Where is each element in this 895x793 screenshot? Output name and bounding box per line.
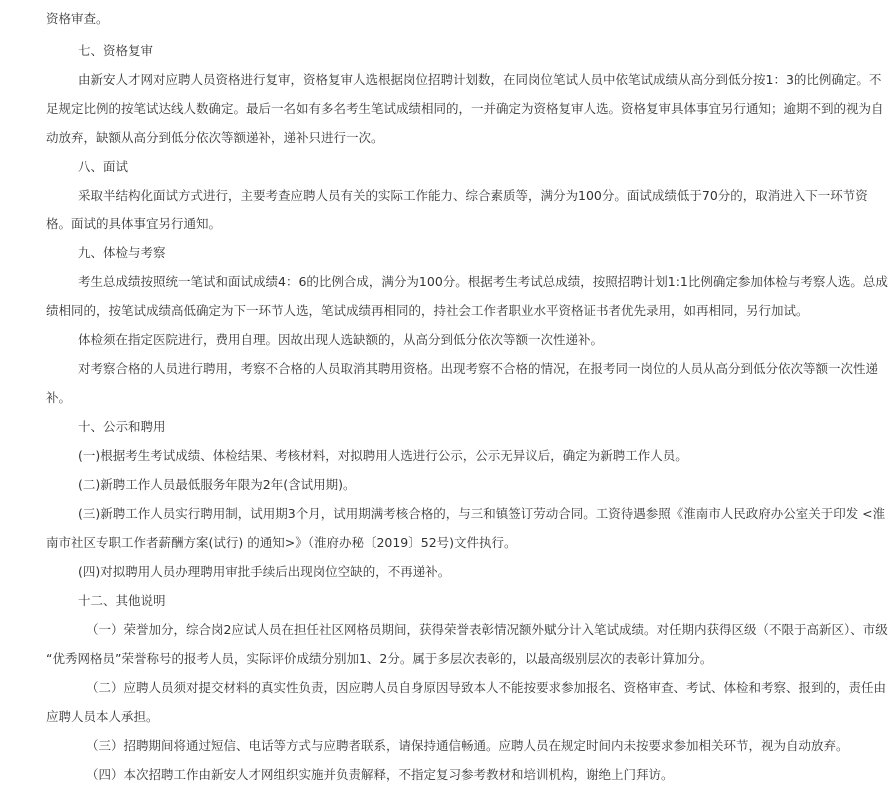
- text-line: （二）应聘人员须对提交材料的真实性负责，因应聘人员自身原因导致本人不能按要求参加报名、资格审查、考试、体检和考察、报到的，责任由: [86, 680, 887, 695]
- text-line: 采取半结构化面试方式进行，主要考查应聘人员有关的实际工作能力、综合素质等，满分为100分。面试成绩低于70分的，取消进入下一环节资: [78, 188, 868, 203]
- text-line: (二)新聘工作人员最低服务年限为2年(含试用期)。: [78, 477, 356, 492]
- text-line: （一）荣誉加分，综合岗2应试人员在担任社区网格员期间，获得荣誉表彰情况额外赋分计入笔试成绩。对任期内获得区级（不限于高新区）、市级: [86, 622, 888, 637]
- text-line: 资格审查。: [46, 11, 109, 26]
- text-line: 体检须在指定医院进行，费用自理。因故出现人选缺额的，从高分到低分依次等额一次性递补。: [78, 332, 604, 347]
- text-line: 绩相同的，按笔试成绩高低确定为下一环节人选，笔试成绩再相同的，持社会工作者职业水平资格证书者优先录用，如再相同，另行加试。: [46, 303, 809, 318]
- section-heading: 八、面试: [78, 159, 129, 174]
- text-line: 对考察合格的人员进行聘用，考察不合格的人员取消其聘用资格。出现考察不合格的情况，在报考同一岗位的人员从高分到低分依次等额一次性递: [78, 361, 879, 376]
- text-line: 应聘人员本人承担。: [46, 709, 159, 724]
- text-line: 足规定比例的按笔试达线人数确定。最后一名如有多名考生笔试成绩相同的，一并确定为资格复审人选。资格复审具体事宜另行通知；逾期不到的视为自: [46, 101, 884, 116]
- text-line: (一)根据考生考试成绩、体检结果、考核材料，对拟聘用人选进行公示，公示无异议后，确定为新聘工作人员。: [78, 448, 688, 463]
- text-line: 动放弃，缺额从高分到低分依次等额递补，递补只进行一次。: [46, 130, 384, 145]
- text-line: (四)对拟聘用人员办理聘用审批手续后出现岗位空缺的，不再递补。: [78, 564, 451, 579]
- section-heading: 七、资格复审: [78, 43, 154, 58]
- section-heading: 九、体检与考察: [78, 245, 166, 260]
- text-line: 考生总成绩按照统一笔试和面试成绩4：6的比例合成，满分为100分。根据考生考试总成绩，按照招聘计划1:1比例确定参加体检与考察人选。总成: [78, 274, 888, 289]
- section-heading: 十、公示和聘用: [78, 419, 166, 434]
- text-line: （三）招聘期间将通过短信、电话等方式与应聘者联系，请保持通信畅通。应聘人员在规定时间内未按要求参加相关环节，视为自动放弃。: [86, 738, 849, 753]
- section-heading: 十二、其他说明: [78, 593, 166, 608]
- text-line: （四）本次招聘工作由新安人才网组织实施并负责解释，不指定复习参考教材和培训机构，谢绝上门拜访。: [86, 767, 674, 782]
- text-line: 补。: [46, 390, 72, 405]
- text-line: “优秀网格员”荣誉称号的报考人员，实际评价成绩分别加1、2分。属于多层次表彰的，以最高级别层次的表彰计算加分。: [46, 651, 713, 666]
- text-line: 南市社区专职工作者薪酬方案(试行) 的通知>》（淮府办秘〔2019〕52号)文件执行。: [46, 535, 517, 550]
- text-line: (三)新聘工作人员实行聘用制，试用期3个月，试用期满考核合格的，与三和镇签订劳动合同。工资待遇参照《淮南市人民政府办公室关于印发 <淮: [78, 506, 886, 521]
- text-line: 格。面试的具体事宜另行通知。: [46, 216, 222, 231]
- text-line: 由新安人才网对应聘人员资格进行复审，资格复审人选根据岗位招聘计划数，在同岗位笔试人员中依笔试成绩从高分到低分按1：3的比例确定。不: [78, 72, 882, 87]
